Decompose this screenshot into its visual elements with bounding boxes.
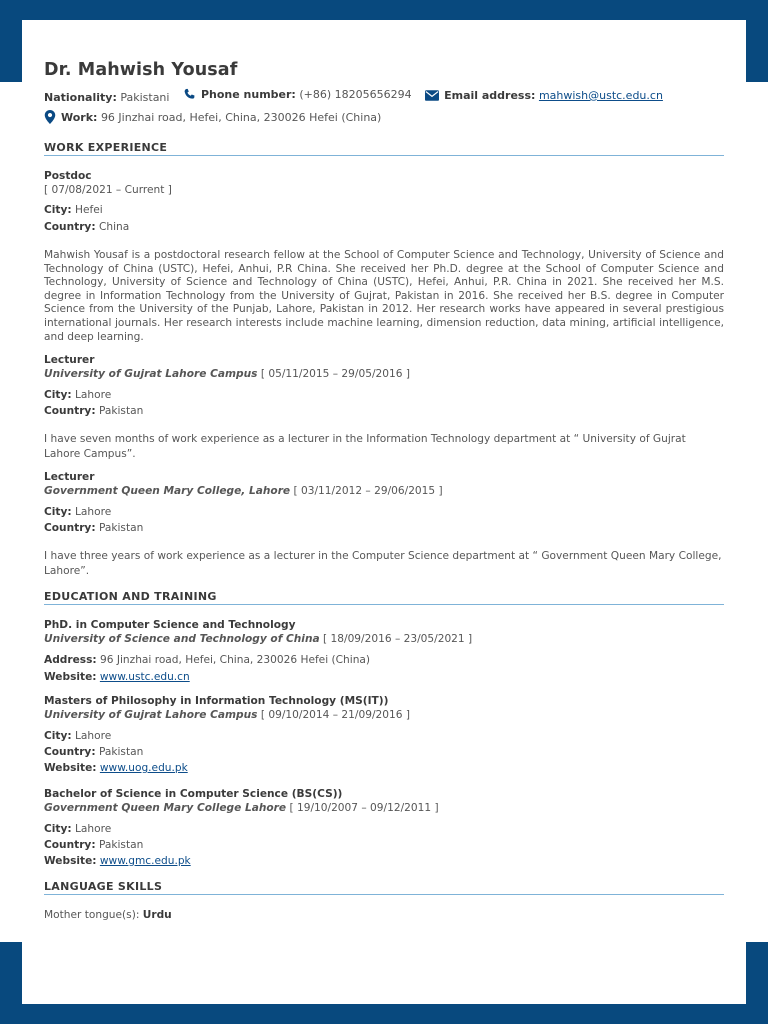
city-value: Lahore <box>75 506 112 518</box>
contact-row-primary <box>44 88 663 104</box>
phone-label: Phone number: <box>200 88 296 101</box>
contact-row-work <box>44 110 381 127</box>
job-city <box>44 388 724 402</box>
degree-org: University of Gujrat Lahore Campus <box>44 709 258 721</box>
job-dates: [ 07/08/2021 – Current ] <box>44 184 172 196</box>
job-city <box>44 203 724 217</box>
country-value: Pakistan <box>98 746 144 758</box>
city-label: City: <box>44 389 72 401</box>
job-description: Mahwish Yousaf is a postdoctoral research fellow at the School of Computer Science and Technology, University of Science and Technology of China (USTC), Hefei, Anhui, P.R China. She received her Ph.D. degree at the School of Computer Science and Technology, University of Science and Technology of China (USTC), Hefei, Anhui, P.R. China in 2021. She received her M.S. degree in Information Technology from the University of Gujrat, Pakistan in 2016. She received her B.S. degree in Computer Science from the University of the Punjab, Lahore, Pakistan in 2012. Her research works have appeared in several prestigious international journals. Her research interests include machine learning, dimension reduction, data mining, artificial intelligence, and deep learning. <box>44 249 724 343</box>
job-org-dates <box>44 484 724 498</box>
degree-dates: [ 09/10/2014 – 21/09/2016 ] <box>260 709 410 721</box>
degree-org: University of Science and Technology of China <box>44 633 320 645</box>
degree-org: Government Queen Mary College Lahore <box>44 802 287 814</box>
degree-address <box>44 653 724 667</box>
job-dates: [ 03/11/2012 – 29/06/2015 ] <box>293 485 443 497</box>
degree-website <box>44 854 724 868</box>
job-title: Lecturer <box>44 471 95 483</box>
job-org: University of Gujrat Lahore Campus <box>44 368 258 380</box>
phone-value: (+86) 18205656294 <box>299 88 412 101</box>
city-value: Lahore <box>75 823 112 835</box>
language-skills-heading: LANGUAGE SKILLS <box>44 880 724 895</box>
nationality <box>44 91 169 104</box>
city-value: Hefei <box>75 204 103 216</box>
work-value: 96 Jinzhai road, Hefei, China, 230026 Hefei (China) <box>100 110 382 124</box>
job-org: Government Queen Mary College, Lahore <box>44 485 291 497</box>
location-pin-icon <box>44 110 56 124</box>
cv-page <box>22 20 746 1004</box>
country-label: Country: <box>44 405 96 417</box>
city-label: City: <box>44 506 72 518</box>
degree-title: Bachelor of Science in Computer Science (BS(CS)) <box>44 788 343 800</box>
address-label: Address: <box>44 654 97 666</box>
address-value: 96 Jinzhai road, Hefei, China, 230026 Hefei (China) <box>100 654 371 666</box>
work-entry-lecturer-uog <box>44 353 724 461</box>
city-label: City: <box>44 204 72 216</box>
website-link[interactable]: www.gmc.edu.pk <box>99 855 191 867</box>
job-city <box>44 505 724 519</box>
mother-tongue <box>44 908 724 922</box>
city-value: Lahore <box>75 730 112 742</box>
country-value: China <box>98 221 130 233</box>
nationality-value: Pakistani <box>120 91 170 104</box>
job-dates: [ 05/11/2015 – 29/05/2016 ] <box>260 368 410 380</box>
mother-tongue-label: Mother tongue(s): <box>44 909 140 921</box>
city-value: Lahore <box>75 389 112 401</box>
country-value: Pakistan <box>98 522 144 534</box>
job-country <box>44 404 724 418</box>
degree-country <box>44 838 724 852</box>
person-name: Dr. Mahwish Yousaf <box>44 60 238 80</box>
country-value: Pakistan <box>98 839 144 851</box>
website-label: Website: <box>44 855 97 867</box>
work-label: Work: <box>61 110 98 124</box>
job-description: I have seven months of work experience as a lecturer in the Information Technology department at “ University of Gujrat Lahore Campus”. <box>44 433 686 460</box>
nationality-label: Nationality: <box>44 91 117 104</box>
phone-icon <box>183 88 196 101</box>
degree-title: PhD. in Computer Science and Technology <box>44 619 296 631</box>
degree-org-dates <box>44 801 724 815</box>
city-label: City: <box>44 823 72 835</box>
mother-tongue-value: Urdu <box>142 909 172 921</box>
education-heading: EDUCATION AND TRAINING <box>44 590 724 605</box>
degree-website <box>44 670 724 684</box>
website-link[interactable]: www.uog.edu.pk <box>99 762 188 774</box>
envelope-icon <box>425 90 439 101</box>
country-label: Country: <box>44 221 96 233</box>
email <box>425 89 663 102</box>
degree-org-dates <box>44 708 724 722</box>
education-entry-phd <box>44 618 724 684</box>
work-entry-postdoc <box>44 169 724 344</box>
degree-dates: [ 18/09/2016 – 23/05/2021 ] <box>323 633 473 645</box>
job-description: I have three years of work experience as a lecturer in the Computer Science department at “ Government Queen Mary College, Lahore”. <box>44 550 722 577</box>
degree-dates: [ 19/10/2007 – 09/12/2011 ] <box>289 802 439 814</box>
website-label: Website: <box>44 671 97 683</box>
website-link[interactable]: www.ustc.edu.cn <box>99 671 190 683</box>
degree-title: Masters of Philosophy in Information Technology (MS(IT)) <box>44 695 389 707</box>
job-country <box>44 220 724 234</box>
education-entry-ms <box>44 694 724 775</box>
degree-city <box>44 822 724 836</box>
degree-website <box>44 761 724 775</box>
email-label: Email address: <box>444 89 536 102</box>
website-label: Website: <box>44 762 97 774</box>
degree-city <box>44 729 724 743</box>
work-address <box>44 110 381 124</box>
job-title: Postdoc <box>44 170 92 182</box>
job-country <box>44 521 724 535</box>
city-label: City: <box>44 730 72 742</box>
country-label: Country: <box>44 746 96 758</box>
degree-org-dates <box>44 632 724 646</box>
country-label: Country: <box>44 839 96 851</box>
education-entry-bs <box>44 787 724 868</box>
work-entry-lecturer-gqmc <box>44 470 724 578</box>
phone <box>183 88 412 101</box>
country-value: Pakistan <box>98 405 144 417</box>
job-title: Lecturer <box>44 354 95 366</box>
degree-country <box>44 745 724 759</box>
work-experience-heading: WORK EXPERIENCE <box>44 141 724 156</box>
country-label: Country: <box>44 522 96 534</box>
job-org-dates <box>44 367 724 381</box>
email-link[interactable]: mahwish@ustc.edu.cn <box>538 89 663 102</box>
